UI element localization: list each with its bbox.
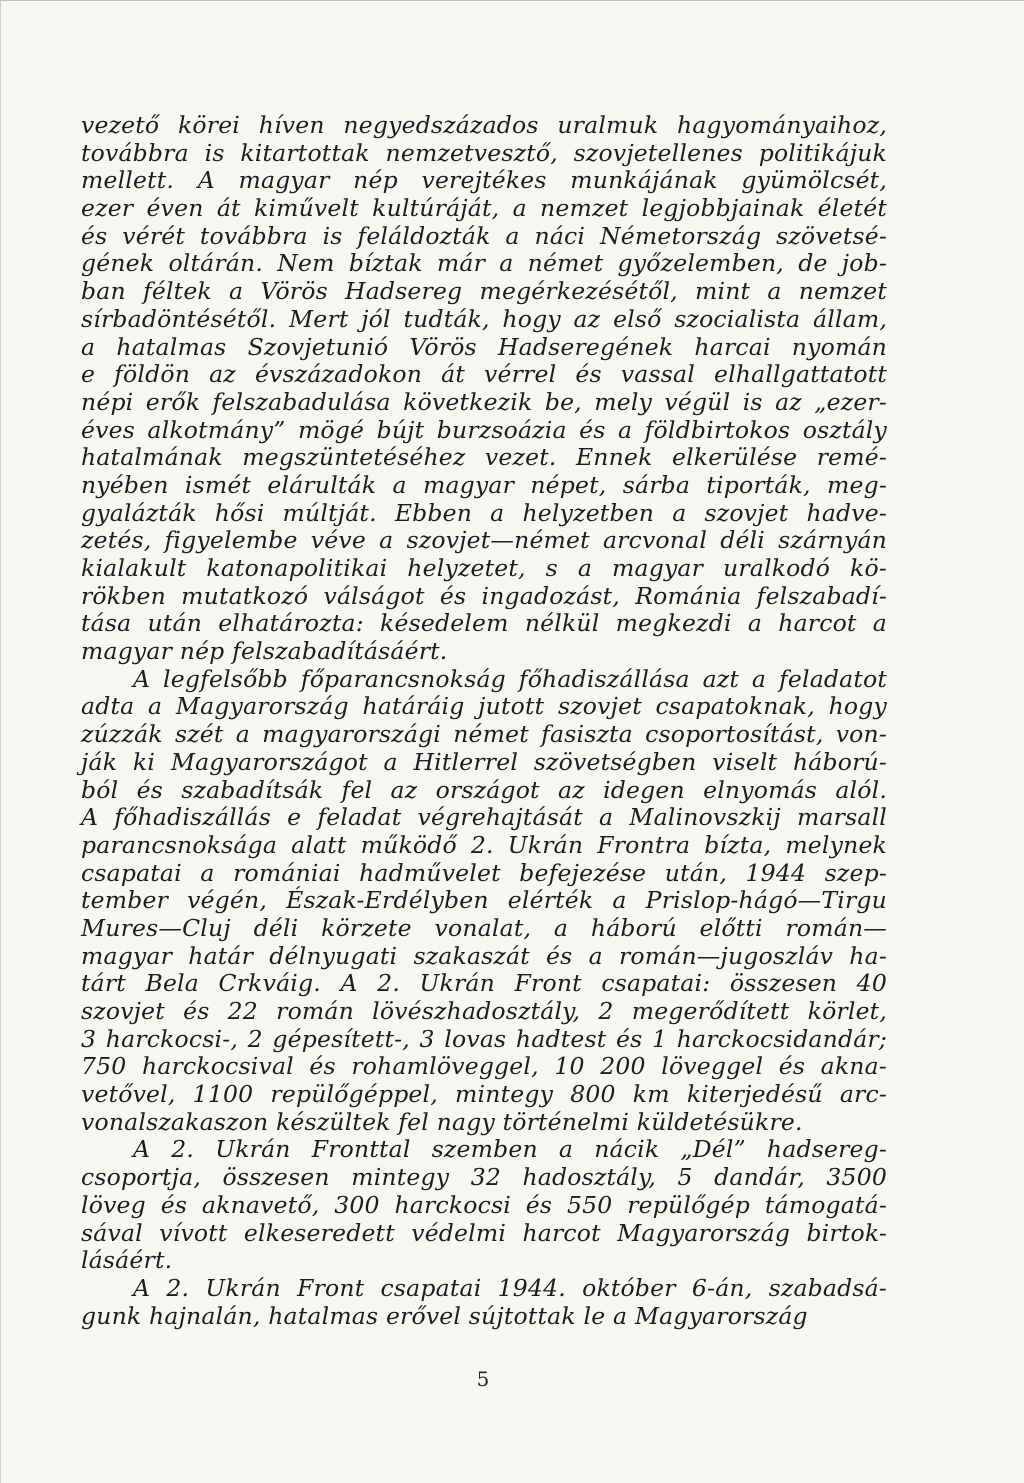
text-line: magyar határ délnyugati szakaszát és a román—jugoszláv ha- [81,941,887,970]
text-line: A legfelsőbb főparancsnokság főhadiszállása azt a feladatot [133,664,887,693]
text-line: továbbra is kitartottak nemzetvesztő, szovjetellenes politikájuk [81,138,887,167]
page-number: 5 [476,1367,490,1391]
text-line: tember végén, Észak-Erdélyben elérték a Prislop-hágó—Tirgu [81,886,887,915]
text-line: 750 harckocsival és rohamlöveggel, 10 200 löveggel és akna- [81,1052,887,1081]
text-line: 3 harckocsi-, 2 gépesített-, 3 lovas hadtest és 1 harckocsidandár; [81,1024,887,1053]
text-line: nyében ismét elárulták a magyar népet, sárba tiporták, meg- [81,470,887,499]
text-line: A főhadiszállás e feladat végrehajtását a Malinovszkij marsall [81,803,887,832]
text-line: kialakult katonapolitikai helyzetet, s a magyar uralkodó kö- [81,554,887,582]
text-line: zetés, figyelembe véve a szovjet—német arcvonal déli szárnyán [81,526,887,555]
text-line: vezető körei híven negyedszázados uralmuk hagyományaihoz, [81,111,887,139]
text-line: ból és szabadítsák fel az országot az idegen elnyomás alól. [81,775,887,804]
text-line: gének oltárán. Nem bíztak már a német győzelemben, de job- [81,249,887,278]
text-line: adta a Magyarország határáig jutott szovjet csapatoknak, hogy [81,692,887,721]
text-line: rökben mutatkozó válságot és ingadozást, Románia felszabadí- [81,581,887,610]
text-line: tárt Bela Crkváig. A 2. Ukrán Front csapatai: összesen 40 [81,969,887,998]
text-line: tása után elhatározta: késedelem nélkül megkezdi a harcot a [81,609,887,638]
paragraph [81,666,887,1137]
text-line: mellett. A magyar nép verejtékes munkájának gyümölcsét, [81,166,887,195]
text-line: ezer éven át kiművelt kultúráját, a nemzet legjobbjainak életét [81,194,887,223]
text-line: zúzzák szét a magyarországi német fasiszta csoportosítást, von- [81,720,887,749]
paragraph [81,112,887,666]
paragraph [81,1136,887,1274]
text-line: csapatai a romániai hadművelet befejezése után, 1944 szep- [81,858,887,887]
text-line: e földön az évszázadokon át vérrel és vassal elhallgattatott [81,360,887,389]
text-line: csoportja, összesen mintegy 32 hadosztály, 5 dandár, 3500 [81,1163,887,1192]
text-line: vonalszakaszon készültek fel nagy történelmi küldetésükre. [81,1107,803,1136]
text-line: népi erők felszabadulása következik be, mely végül is az „ezer- [81,387,887,416]
text-line: lásáért. [81,1246,173,1275]
text-line: gunk hajnalán, hatalmas erővel sújtottak le a Magyarország [81,1301,808,1330]
text-line: szovjet és 22 román lövészhadosztály, 2 megerődített körlet, [81,997,887,1025]
text-line: sával vívott elkeseredett védelmi harcot Magyarország birtok- [81,1218,887,1247]
text-line: ják ki Magyarországot a Hitlerrel szövetségben viselt háború- [81,747,887,776]
text-line: gyalázták hősi múltját. Ebben a helyzetben a szovjet hadve- [81,498,887,527]
text-line: éves alkotmány” mögé bújt burzsoázia és a földbirtokos osztály [81,415,887,444]
text-line: A 2. Ukrán Front csapatai 1944. október 6-án, szabadsá- [133,1273,887,1302]
text-line: Mures—Cluj déli körzete vonalat, a háború előtti román— [81,913,887,942]
text-line: hatalmának megszüntetéséhez vezet. Ennek elkerülése remé- [81,443,887,472]
text-line: ban féltek a Vörös Hadsereg megérkezésétől, mint a nemzet [81,277,887,306]
text-line: A 2. Ukrán Fronttal szemben a nácik „Dél” hadsereg- [133,1135,887,1164]
text-line: és vérét továbbra is feláldozták a náci Németország szövetsé- [81,221,887,250]
text-line: löveg és aknavető, 300 harckocsi és 550 repülőgép támogatá- [81,1190,887,1219]
paragraph [81,1275,887,1330]
text-line: a hatalmas Szovjetunió Vörös Hadseregének harcai nyomán [81,332,887,361]
body-text [81,112,887,1330]
text-line: vetővel, 1100 repülőgéppel, mintegy 800 km kiterjedésű arc- [81,1080,887,1109]
text-line: sírbadöntésétől. Mert jól tudták, hogy az első szocialista állam, [81,304,887,333]
text-line: magyar nép felszabadításáért. [81,637,448,666]
text-line: parancsnoksága alatt működő 2. Ukrán Frontra bízta, melynek [81,830,887,859]
